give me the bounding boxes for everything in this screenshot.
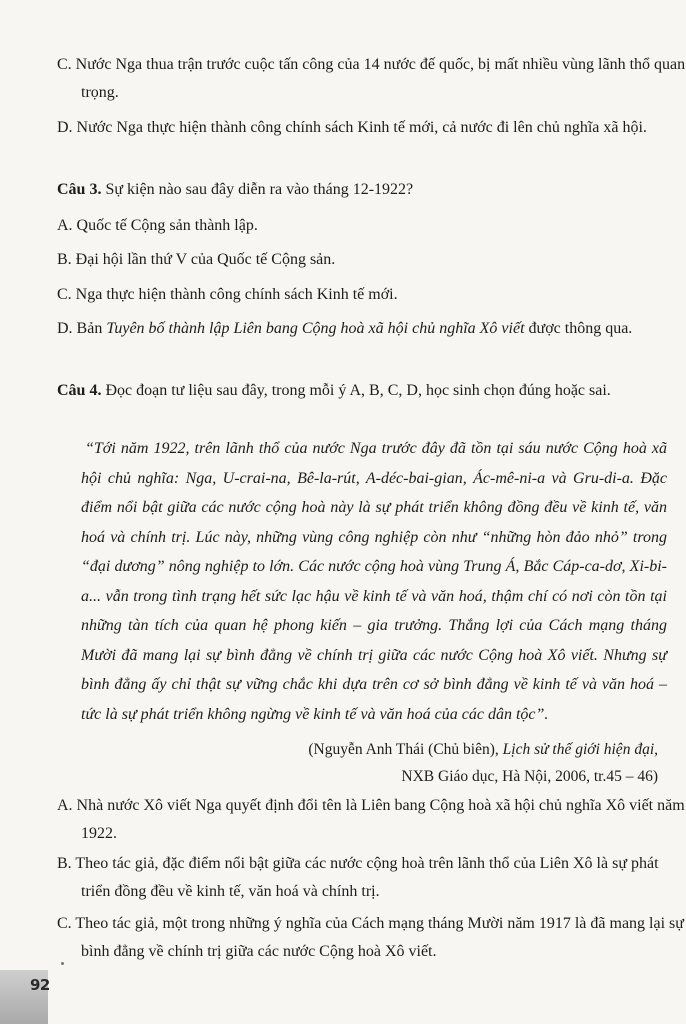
q4-option-a: A. Nhà nước Xô viết Nga quyết định đổi tên là Liên bang Cộng hoà xã hội chủ nghĩa Xô viết năm 1922. bbox=[57, 797, 685, 842]
q4-option-c: C. Theo tác giả, một trong những ý nghĩa của Cách mạng tháng Mười năm 1917 là đã mang lại sự bình đẳng về chính trị giữa các nước Cộng hoà Xô viết. bbox=[57, 915, 684, 960]
q3-option-d-prefix: D. Bản bbox=[57, 320, 107, 337]
q3-option-d bbox=[57, 315, 686, 343]
question-4 bbox=[57, 377, 686, 405]
q3-option-b: B. Đại hội lần thứ V của Quốc tế Cộng sản. bbox=[57, 251, 336, 268]
page-number: 92 bbox=[30, 976, 50, 994]
question-4-text: Đọc đoạn tư liệu sau đây, trong mỗi ý A, B, C, D, học sinh chọn đúng hoặc sai. bbox=[101, 382, 611, 399]
q2-option-c: C. Nước Nga thua trận trước cuộc tấn công của 14 nước đế quốc, bị mất nhiều vùng lãnh thổ quan trọng. bbox=[57, 56, 686, 101]
question-4-label: Câu 4. bbox=[57, 382, 102, 399]
stray-dot bbox=[61, 962, 64, 965]
question-3 bbox=[57, 176, 667, 204]
citation-author: (Nguyễn Anh Thái (Chủ biên), bbox=[308, 741, 503, 758]
q3-option-a: A. Quốc tế Cộng sản thành lập. bbox=[57, 217, 258, 234]
q2-option-d: D. Nước Nga thực hiện thành công chính sách Kinh tế mới, cả nước đi lên chủ nghĩa xã hội. bbox=[57, 119, 647, 136]
question-3-text: Sự kiện nào sau đây diễn ra vào tháng 12-1922? bbox=[101, 181, 414, 198]
citation-book-title: Lịch sử thế giới hiện đại, bbox=[502, 741, 658, 758]
page-number-tab bbox=[0, 970, 48, 1024]
q3-option-d-suffix: được thông qua. bbox=[524, 320, 633, 337]
q4-option-b: B. Theo tác giả, đặc điểm nổi bật giữa các nước cộng hoà trên lãnh thổ của Liên Xô là sự phát triển đồng đều về kinh tế, văn hoá và chính trị. bbox=[57, 855, 659, 900]
citation-line-1 bbox=[308, 736, 658, 763]
citation-line-2: NXB Giáo dục, Hà Nội, 2006, tr.45 – 46) bbox=[401, 768, 658, 785]
q3-option-c: C. Nga thực hiện thành công chính sách Kinh tế mới. bbox=[57, 286, 398, 303]
question-3-label: Câu 3. bbox=[57, 181, 102, 198]
source-quote: “Tới năm 1922, trên lãnh thổ của nước Nga trước đây đã tồn tại sáu nước Cộng hoà xã hội chủ nghĩa: Nga, U-crai-na, Bê-la-rút, A-déc-bai-gian, Ác-mê-ni-a và Gru-di-a. Đặc điểm nổi bật giữa các nước cộng hoà này là sự phát triển không đồng đều về kinh tế, văn hoá và chính trị. Lúc này, những vùng công nghiệp còn như “những hòn đảo nhỏ” trong “đại dương” nông nghiệp to lớn. Các nước cộng hoà vùng Trung Á, Bắc Cáp-ca-dơ, Xi-bi-a... vẫn trong tình trạng hết sức lạc hậu về kinh tế và văn hoá, thậm chí có nơi còn tồn tại những tàn tích của quan hệ phong kiến – gia trưởng. Thắng lợi của Cách mạng tháng Mười đã mang lại sự bình đẳng về chính trị giữa các nước Cộng hoà Xô viết. Nhưng sự bình đẳng ấy chỉ thật sự vững chắc khi dựa trên cơ sở bình đẳng về kinh tế và văn hoá – tức là sự phát triển không ngừng về kinh tế và văn hoá của các dân tộc”. bbox=[81, 440, 667, 723]
q3-option-d-document-title: Tuyên bố thành lập Liên bang Cộng hoà xã hội chủ nghĩa Xô viết bbox=[106, 320, 525, 337]
